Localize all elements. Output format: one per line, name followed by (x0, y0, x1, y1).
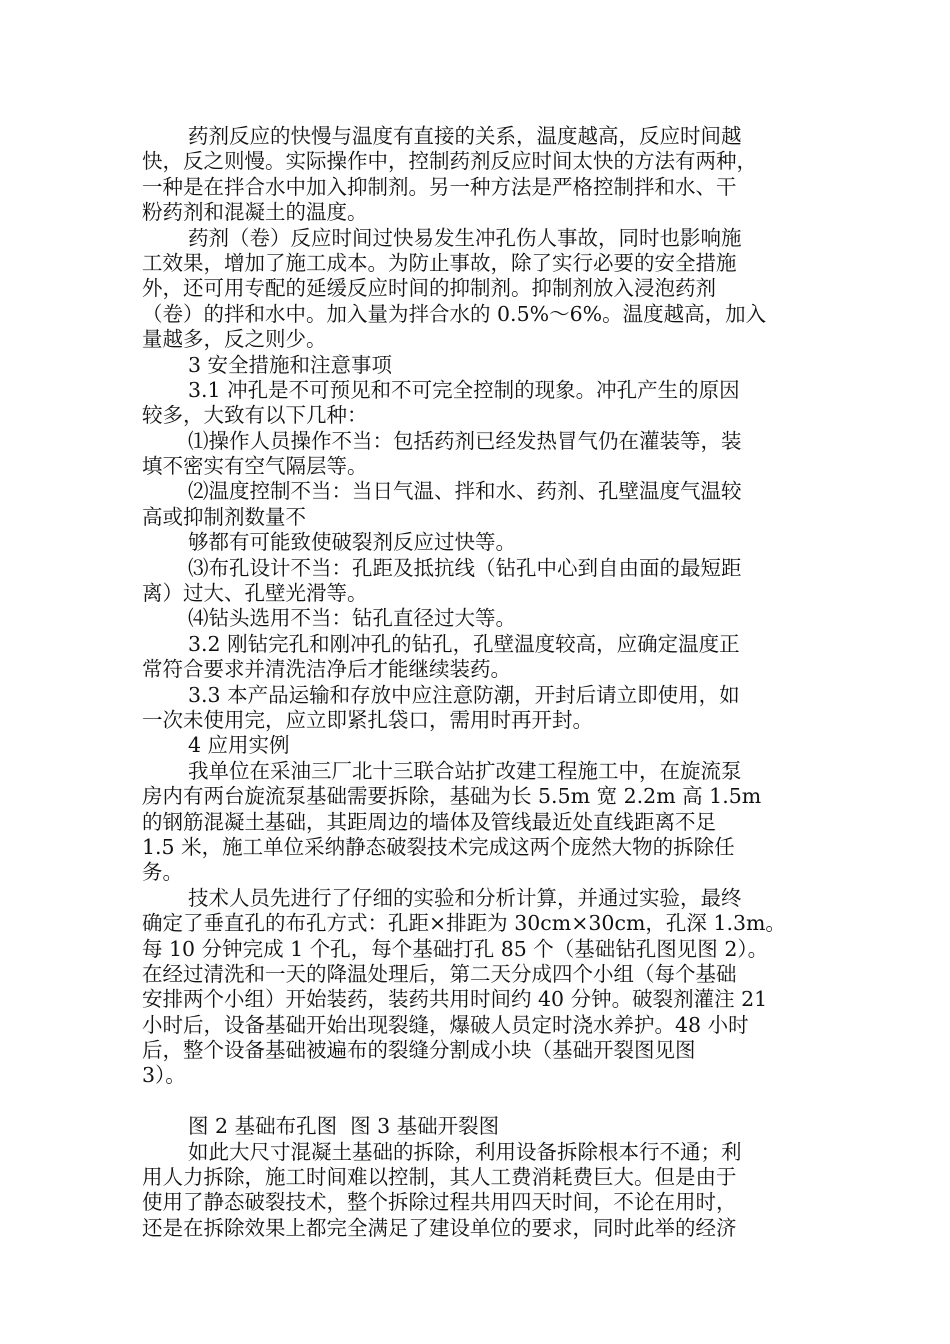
figure-caption: 图 2 基础布孔图 图 3 基础开裂图 (188, 1114, 500, 1139)
text-line: 如此大尺寸混凝土基础的拆除，利用设备拆除根本行不通；利 (188, 1139, 742, 1164)
text-line: 务。 (142, 860, 183, 885)
text-line: 药剂反应的快慢与温度有直接的关系，温度越高，反应时间越 (188, 124, 742, 148)
text-line: 3.3 本产品运输和存放中应注意防潮，开封后请立即使用，如 (188, 682, 740, 707)
blank-line (142, 1089, 812, 1114)
text-line: 高或抑制剂数量不 (142, 504, 306, 529)
text-line: ⑷钻头选用不当：钻孔直径过大等。 (188, 606, 516, 631)
text-line: 够都有可能致使破裂剂反应过快等。 (188, 530, 516, 555)
section-heading: 3 安全措施和注意事项 (188, 352, 393, 377)
text-line: 房内有两台旋流泵基础需要拆除，基础为长 5.5m 宽 2.2m 高 1.5m (142, 784, 762, 809)
text-line: 一种是在拌合水中加入抑制剂。另一种方法是严格控制拌和水、干 (142, 174, 737, 199)
text-line: 每 10 分钟完成 1 个孔，每个基础打孔 85 个（基础钻孔图见图 2）。 (142, 936, 769, 961)
text-line: 的钢筋混凝土基础，其距周边的墙体及管线最近处直线距离不足 (142, 809, 716, 834)
text-line: 较多，大致有以下几种： (142, 403, 368, 428)
text-line: 快，反之则慢。实际操作中，控制药剂反应时间太快的方法有两种， (142, 149, 757, 174)
text-line: 使用了静态破裂技术，整个拆除过程共用四天时间，不论在用时， (142, 1190, 737, 1215)
text-line: ⑴操作人员操作不当：包括药剂已经发热冒气仍在灌装等，装 (188, 428, 742, 453)
text-line: 用人力拆除，施工时间难以控制，其人工费消耗费巨大。但是由于 (142, 1165, 737, 1190)
text-line: ⑶布孔设计不当：孔距及抵抗线（钻孔中心到自由面的最短距 (188, 555, 742, 580)
text-line: 常符合要求并清洗洁净后才能继续装药。 (142, 657, 511, 682)
text-line: 还是在拆除效果上都完全满足了建设单位的要求，同时此举的经济 (142, 1215, 737, 1240)
text-line: 技术人员先进行了仔细的实验和分析计算，并通过实验，最终 (188, 885, 742, 910)
text-line: 离）过大、孔壁光滑等。 (142, 581, 368, 606)
text-line: 粉药剂和混凝土的温度。 (142, 200, 368, 225)
text-line: 1.5 米，施工单位采纳静态破裂技术完成这两个庞然大物的拆除任 (142, 834, 735, 859)
text-line: 后，整个设备基础被遍布的裂缝分割成小块（基础开裂图见图 (142, 1038, 696, 1063)
text-line: 3）。 (142, 1063, 186, 1088)
section-heading: 4 应用实例 (188, 733, 290, 758)
text-line: 量越多，反之则少。 (142, 327, 327, 352)
text-line: 工效果，增加了施工成本。为防止事故，除了实行必要的安全措施 (142, 250, 737, 275)
text-line: 外，还可用专配的延缓反应时间的抑制剂。抑制剂放入浸泡药剂 (142, 276, 716, 301)
text-line: 3.2 刚钻完孔和刚冲孔的钻孔，孔壁温度较高，应确定温度正 (188, 631, 740, 656)
text-line: 在经过清洗和一天的降温处理后，第二天分成四个小组（每个基础 (142, 961, 737, 986)
text-line: （卷）的拌和水中。加入量为拌合水的 0.5%～6%。温度越高，加入 (142, 301, 767, 326)
text-line: 安排两个小组）开始装药，装药共用时间约 40 分钟。破裂剂灌注 21 (142, 987, 768, 1012)
text-line: 填不密实有空气隔层等。 (142, 454, 368, 479)
text-line: ⑵温度控制不当：当日气温、拌和水、药剂、孔壁温度气温较 (188, 479, 742, 504)
article-body (142, 124, 812, 1241)
text-line: 药剂（卷）反应时间过快易发生冲孔伤人事故，同时也影响施 (188, 225, 742, 250)
text-line: 3.1 冲孔是不可预见和不可完全控制的现象。冲孔产生的原因 (188, 377, 740, 402)
text-line: 小时后，设备基础开始出现裂缝，爆破人员定时浇水养护。48 小时 (142, 1012, 749, 1037)
text-line: 我单位在采油三厂北十三联合站扩改建工程施工中，在旋流泵 (188, 758, 742, 783)
text-line: 确定了垂直孔的布孔方式：孔距×排距为 30cm×30cm，孔深 1.3m。 (142, 911, 786, 936)
text-line: 一次未使用完，应立即紧扎袋口，需用时再开封。 (142, 707, 593, 732)
